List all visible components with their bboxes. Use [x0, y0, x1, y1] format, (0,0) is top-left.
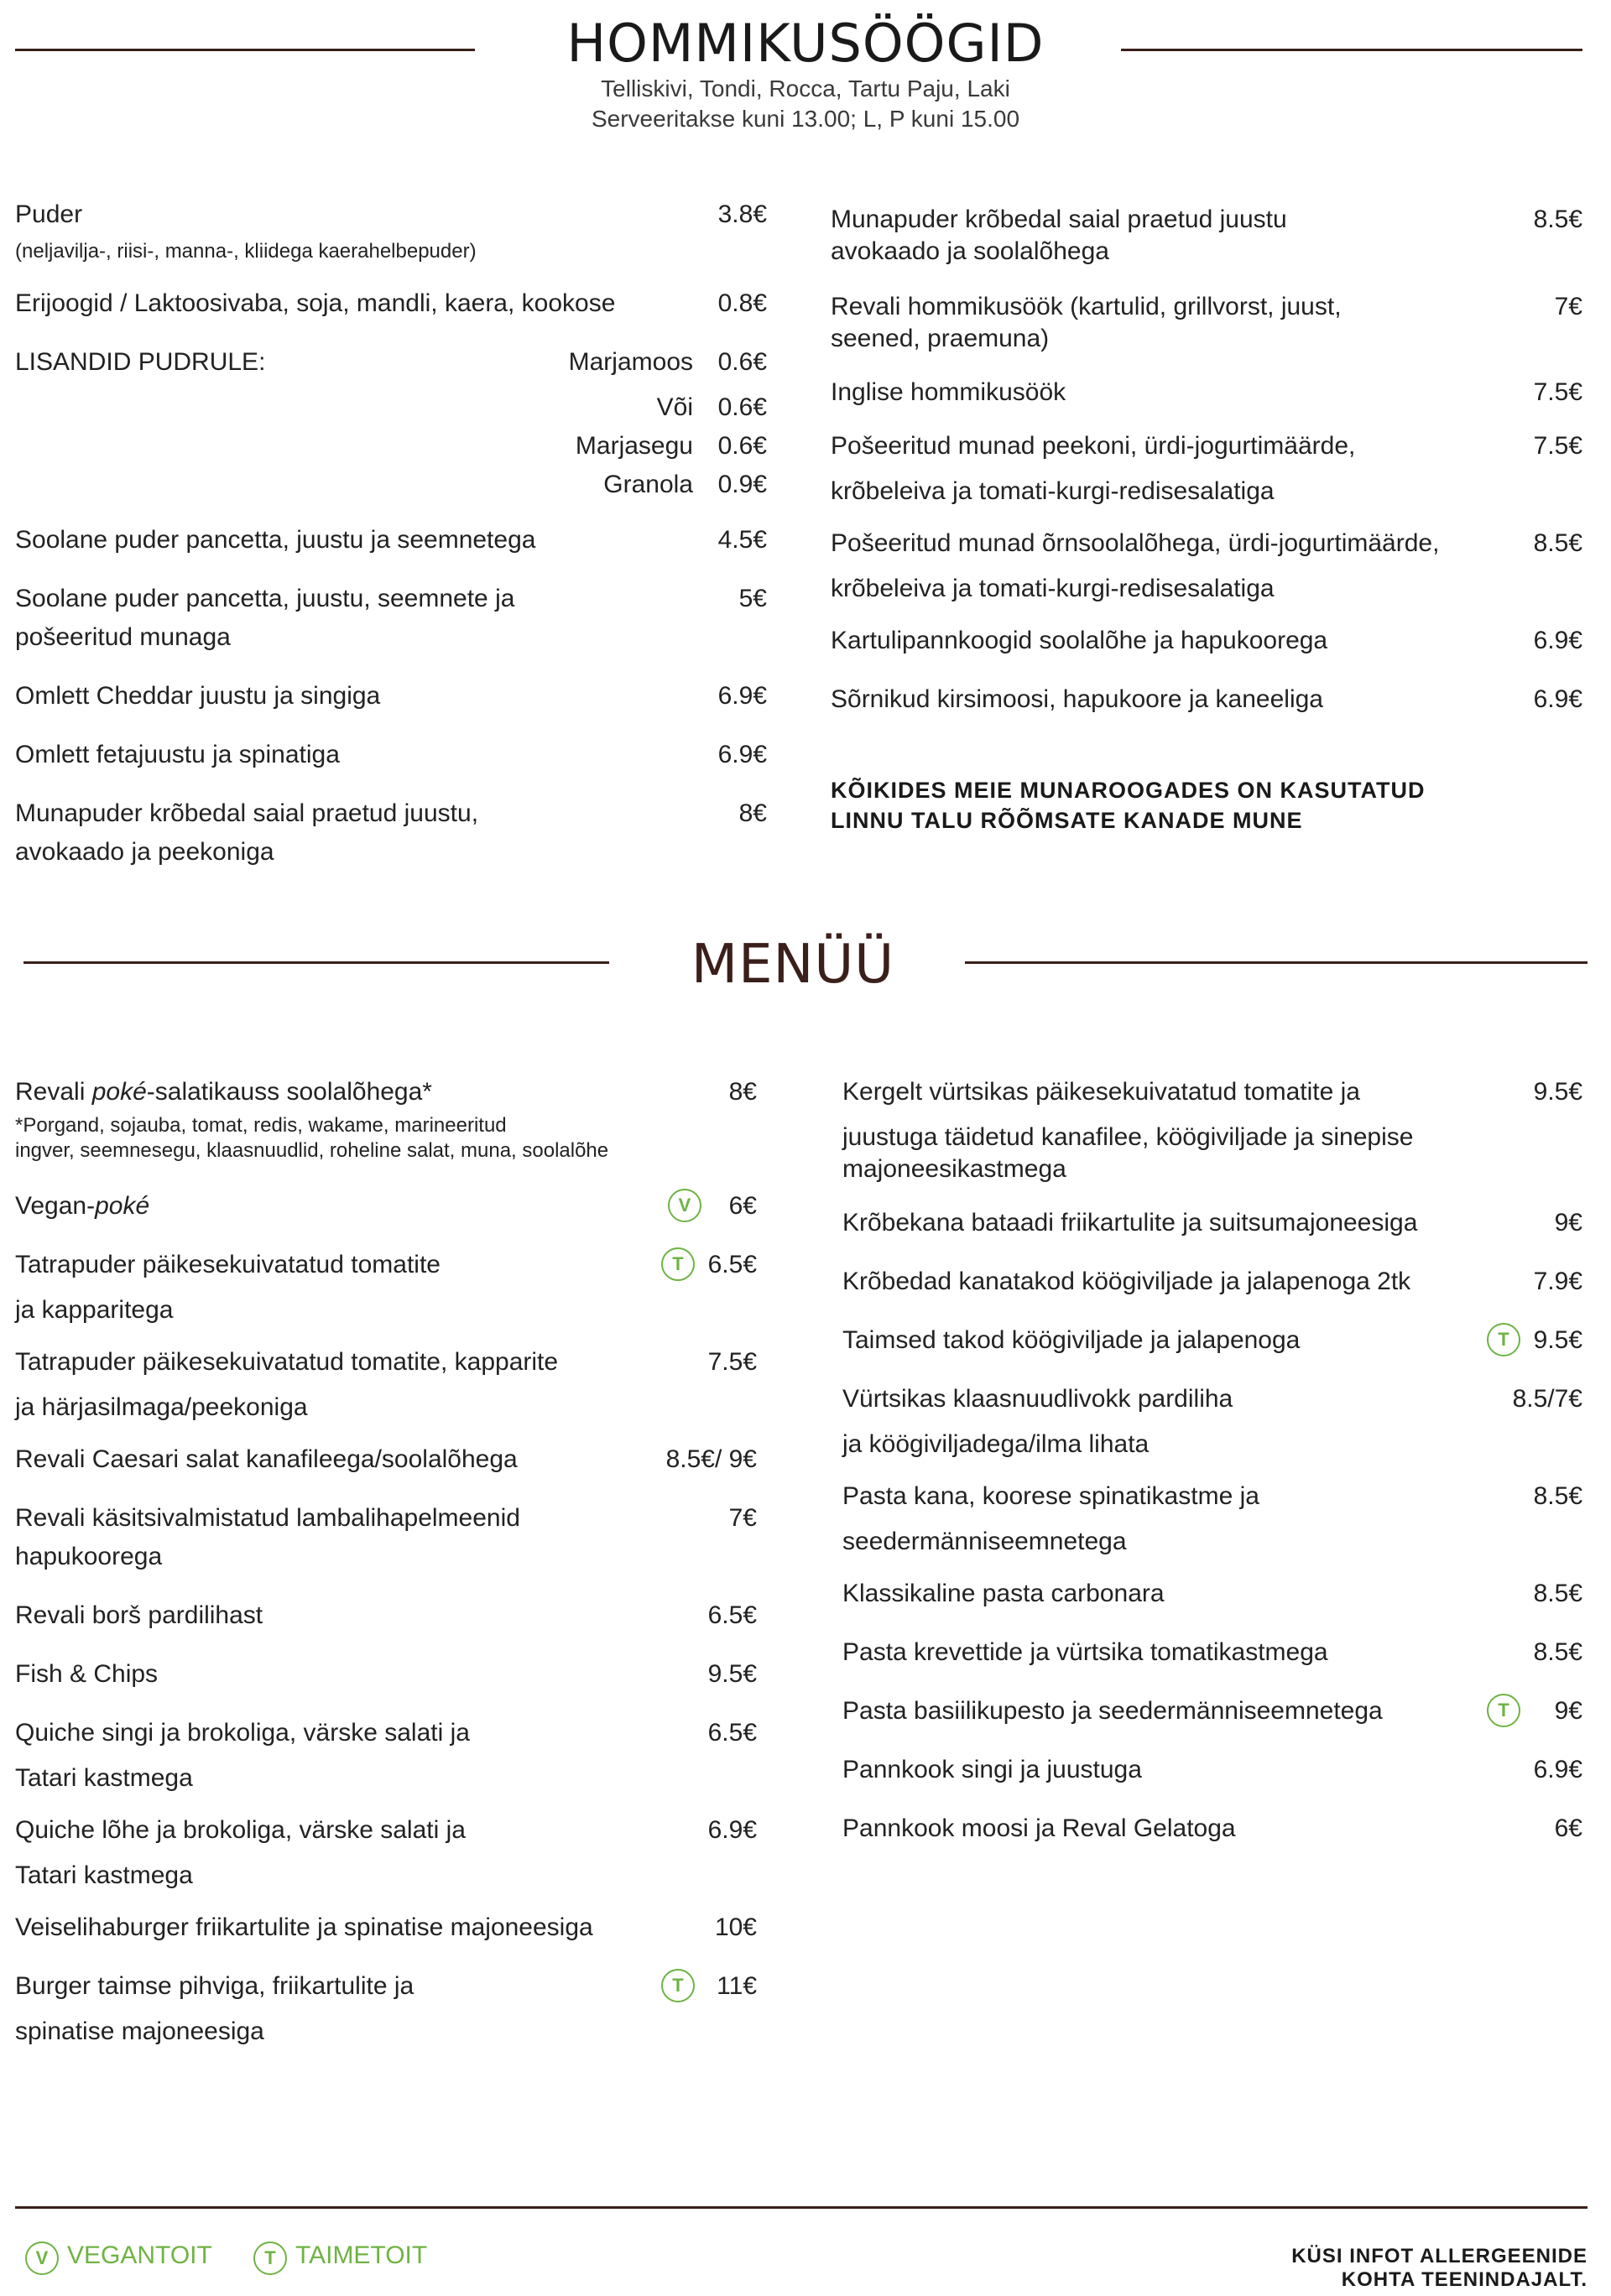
item-name: Fish & Chips: [15, 1660, 159, 1688]
item-name-line3: majoneesikastmega: [842, 1155, 1066, 1183]
item-price: 6.9€: [1533, 627, 1582, 654]
item-price: 9.5€: [1533, 1326, 1582, 1354]
item-name-line2: Tatari kastmega: [15, 1764, 193, 1792]
item-name: Revali käsitsivalmistatud lambalihapelmeenid: [15, 1504, 520, 1532]
item-price: 9.5€: [1533, 1078, 1582, 1106]
vegan-badge-icon: V: [668, 1189, 701, 1222]
item-name: Vürtsikas klaasnuudlivokk pardiliha: [842, 1385, 1233, 1413]
eggs-notice: [831, 775, 1582, 836]
item-name-line2: ja köögiviljadega/ilma lihata: [842, 1430, 1150, 1458]
item-name: Taimsed takod köögiviljade ja jalapenoga: [842, 1326, 1301, 1354]
item-name-line2: juustuga täidetud kanafilee, köögiviljade ja sinepise: [842, 1123, 1414, 1151]
item-name-line2: seened, praemuna): [831, 325, 1050, 352]
item-name: Kartulipannkoogid soolalõhe ja hapukoorega: [831, 627, 1328, 654]
item-name-line2: krõbeleiva ja tomati-kurgi-redisesalatiga: [831, 477, 1275, 505]
item-name: Pannkook moosi ja Reval Gelatoga: [842, 1814, 1236, 1842]
item-name: Munapuder krõbedal saial praetud juustu,: [15, 799, 479, 827]
item-name: Pošeeritud munad õrnsoolalõhega, ürdi-jogurtimäärde,: [831, 529, 1440, 557]
item-name: Revali borš pardilihast: [15, 1601, 263, 1629]
item-price: 7.5€: [1533, 378, 1582, 406]
addons-label: LISANDID PUDRULE:: [15, 348, 266, 376]
item-price: 6€: [728, 1192, 757, 1220]
item-price: 7.5€: [1533, 432, 1582, 460]
item-name: Soolane puder pancetta, juustu ja seemnetega: [15, 526, 536, 554]
item-price: 11€: [717, 1972, 757, 2000]
item-name: Krõbedad kanatakod köögiviljade ja jalapenoga 2tk: [842, 1268, 1411, 1295]
item-price: 8.5€: [1533, 1638, 1582, 1666]
addon-price: 0.6€: [717, 393, 767, 421]
item-price: 6.9€: [707, 1816, 757, 1844]
plant-badge-icon: T: [253, 2241, 287, 2275]
item-name-line2: hapukoorega: [15, 1543, 163, 1570]
item-name-line2: pošeeritud munaga: [15, 623, 231, 651]
breakfast-title: HOMMIKUSÖÖGID: [566, 13, 1045, 74]
item-name: Vegan-poké: [15, 1192, 150, 1220]
item-price: 9.5€: [707, 1660, 757, 1688]
item-name: Munapuder krõbedal saial praetud juustu: [831, 206, 1287, 233]
item-price: 9€: [1554, 1209, 1582, 1237]
addon-name: Marjamoos: [568, 348, 693, 376]
item-note: (neljavilja-, riisi-, manna-, kliidega kaerahelbepuder): [15, 240, 477, 263]
item-name: Pasta kana, koorese spinatikastme ja: [842, 1482, 1259, 1510]
addon-price: 0.6€: [717, 348, 767, 376]
item-name: Tatrapuder päikesekuivatatud tomatite, kapparite: [15, 1348, 559, 1376]
item-price: 7€: [728, 1504, 757, 1532]
item-name: Revali Caesari salat kanafileega/soolalõhega: [15, 1445, 518, 1473]
item-price: 6.5€: [707, 1719, 757, 1747]
vegan-badge-icon: V: [25, 2241, 59, 2275]
item-name-line2: Tatari kastmega: [15, 1861, 193, 1889]
item-name: Inglise hommikusöök: [831, 378, 1066, 406]
menu-title: MENÜÜ: [691, 934, 895, 996]
item-name: Revali poké-salatikauss soolalõhega*: [15, 1078, 432, 1106]
plant-badge-icon: T: [661, 1969, 695, 2002]
item-price: 8.5€: [1533, 529, 1582, 557]
item-name: Sõrnikud kirsimoosi, hapukoore ja kaneeliga: [831, 685, 1323, 713]
item-name-line2: krõbeleiva ja tomati-kurgi-redisesalatiga: [831, 575, 1275, 602]
item-price: 8.5€: [1533, 1482, 1582, 1510]
item-price: 8.5€/ 9€: [665, 1445, 757, 1473]
item-price: 6.5€: [707, 1601, 757, 1629]
item-name-line2: ja härjasilmaga/peekoniga: [15, 1393, 308, 1421]
item-name: Quiche lõhe ja brokoliga, värske salati ja: [15, 1816, 466, 1844]
item-price: 6€: [1554, 1814, 1582, 1842]
item-name-line2: avokaado ja soolalõhega: [831, 237, 1109, 265]
item-price: 9€: [1554, 1697, 1582, 1725]
item-name: Pasta krevettide ja vürtsika tomatikastmega: [842, 1638, 1328, 1666]
item-name: Burger taimse pihviga, friikartulite ja: [15, 1972, 414, 2000]
item-price: 6.5€: [707, 1251, 757, 1278]
item-price: 7.9€: [1533, 1268, 1582, 1295]
item-price: 6.9€: [1533, 1756, 1582, 1783]
addon-price: 0.9€: [717, 471, 767, 498]
item-price: 6.9€: [717, 741, 767, 768]
item-name: Kergelt vürtsikas päikesekuivatatud tomatite ja: [842, 1078, 1360, 1106]
menu-left-column: [15, 1070, 757, 2069]
vegan-legend-label: VEGANTOIT: [67, 2241, 212, 2269]
item-name: Tatrapuder päikesekuivatatud tomatite: [15, 1251, 441, 1278]
allergen-info-line2: KOHTA TEENINDAJALT.: [1341, 2268, 1588, 2291]
item-price: 4.5€: [717, 526, 767, 554]
item-price: 8€: [738, 799, 767, 827]
addon-name: Marjasegu: [575, 432, 693, 460]
item-name: Omlett fetajuustu ja spinatiga: [15, 741, 340, 768]
addon-name: Granola: [603, 471, 693, 498]
addon-name: Või: [656, 393, 693, 421]
item-name: Veiselihaburger friikartulite ja spinatise majoneesiga: [15, 1913, 593, 1941]
item-name: Quiche singi ja brokoliga, värske salati ja: [15, 1719, 470, 1747]
item-name: Krõbekana bataadi friikartulite ja suitsumajoneesiga: [842, 1209, 1418, 1237]
breakfast-left-column: [15, 193, 767, 881]
item-name: Pasta basiilikupesto ja seedermänniseemnetega: [842, 1697, 1383, 1725]
item-price: 8.5€: [1533, 206, 1582, 233]
item-name: Erijoogid / Laktoosivaba, soja, mandli, kaera, kookose: [15, 289, 616, 317]
item-price: 5€: [738, 585, 767, 612]
item-price: 8€: [728, 1078, 757, 1106]
allergen-info: [1291, 2245, 1588, 2292]
eggs-notice-line1: KÕIKIDES MEIE MUNAROOGADES ON KASUTATUD: [831, 778, 1426, 803]
item-price: 8.5/7€: [1512, 1385, 1582, 1413]
item-name: Omlett Cheddar juustu ja singiga: [15, 682, 381, 710]
item-name: Revali hommikusöök (kartulid, grillvorst, juust,: [831, 293, 1342, 320]
item-name: Pannkook singi ja juustuga: [842, 1756, 1142, 1783]
item-name-line2: ja kapparitega: [15, 1296, 174, 1324]
item-price: 10€: [714, 1913, 757, 1941]
plant-badge-icon: T: [661, 1247, 695, 1281]
item-price: 3.8€: [717, 200, 767, 228]
menu-right-column: [842, 1070, 1582, 1867]
item-price: 6.9€: [717, 682, 767, 710]
item-note: *Porgand, sojauba, tomat, redis, wakame, marineeritud: [15, 1114, 507, 1137]
plant-badge-icon: T: [1487, 1323, 1520, 1356]
item-name-line2: spinatise majoneesiga: [15, 2017, 264, 2045]
breakfast-hours: Serveeritakse kuni 13.00; L, P kuni 15.00: [591, 106, 1020, 132]
addon-price: 0.6€: [717, 432, 767, 460]
item-name: Klassikaline pasta carbonara: [842, 1580, 1165, 1607]
item-name-line2: avokaado ja peekoniga: [15, 838, 274, 866]
item-name: Pošeeritud munad peekoni, ürdi-jogurtimäärde,: [831, 432, 1356, 460]
plant-legend-label: TAIMETOIT: [295, 2241, 428, 2269]
item-name: Soolane puder pancetta, juustu, seemnete ja: [15, 585, 515, 612]
item-name-line2: seedermänniseemnetega: [842, 1528, 1127, 1555]
item-price: 7.5€: [707, 1348, 757, 1376]
item-name: Puder: [15, 200, 83, 228]
item-price: 6.9€: [1533, 685, 1582, 713]
breakfast-right-column: [831, 198, 1582, 852]
item-price: 8.5€: [1533, 1580, 1582, 1607]
item-price: 0.8€: [717, 289, 767, 317]
item-note-line2: ingver, seemnesegu, klaasnuudlid, roheline salat, muna, soolalõhe: [15, 1139, 609, 1162]
plant-badge-icon: T: [1487, 1694, 1520, 1727]
item-price: 7€: [1554, 293, 1582, 320]
footer-rule: [15, 2206, 1588, 2209]
eggs-notice-line2: LINNU TALU RÕÕMSATE KANADE MUNE: [831, 808, 1303, 833]
allergen-info-line1: KÜSI INFOT ALLERGEENIDE: [1291, 2245, 1588, 2267]
breakfast-locations: Telliskivi, Tondi, Rocca, Tartu Paju, Laki: [601, 75, 1010, 102]
